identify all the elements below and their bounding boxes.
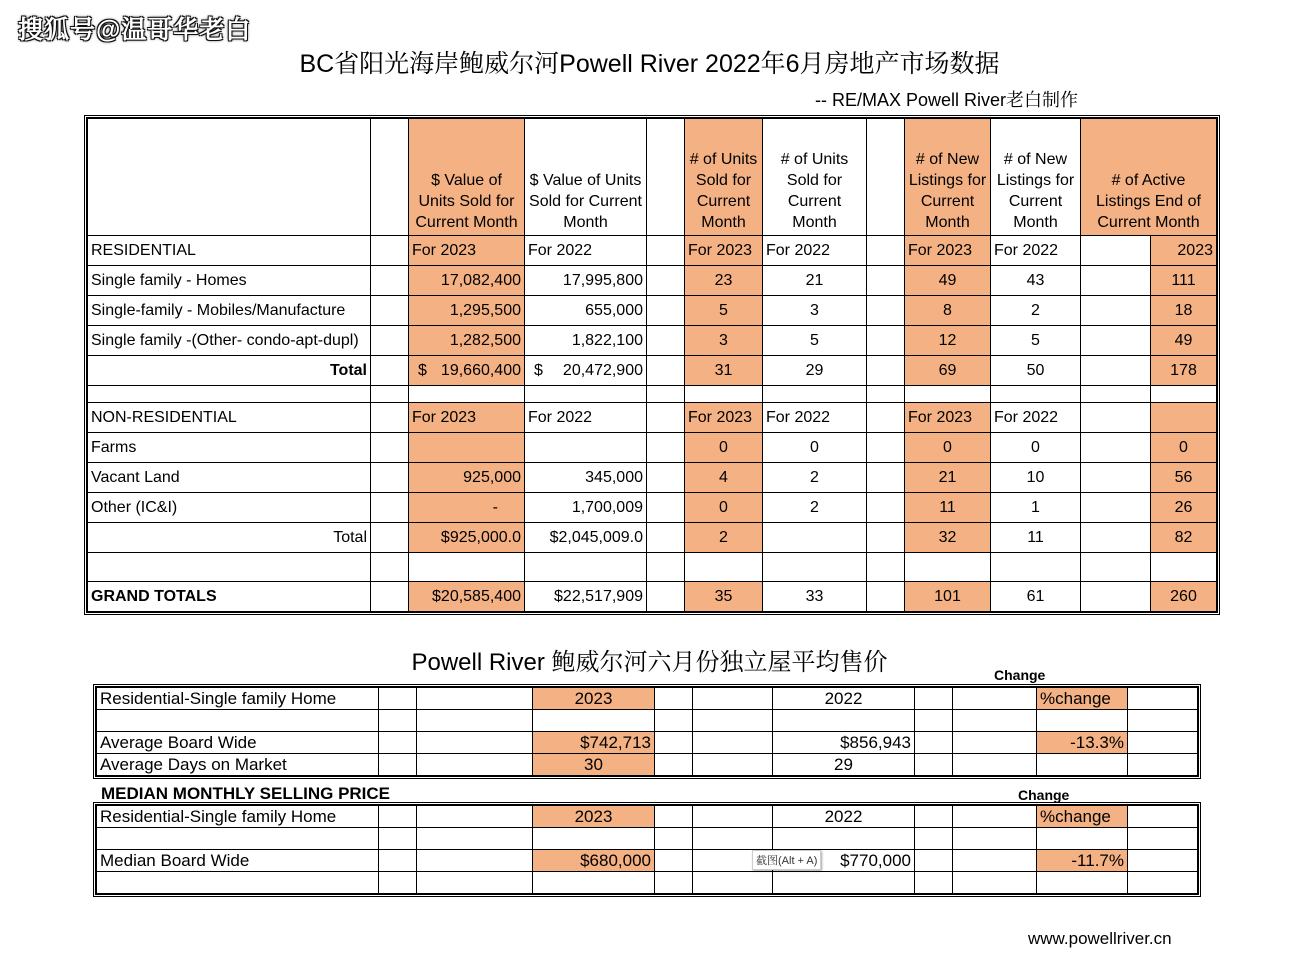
- median-title: MEDIAN MONTHLY SELLING PRICE: [101, 784, 391, 803]
- row-label: Average Days on Market: [97, 754, 379, 776]
- row-label: Total: [88, 356, 371, 386]
- nonresidential-total-row: [88, 523, 1217, 553]
- cell-2023: 30: [533, 754, 655, 776]
- market-data-table: [87, 118, 1217, 612]
- cell-value-2022: [525, 433, 647, 463]
- section-title: Powell River 鲍威尔河六月份独立屋平均售价: [411, 649, 888, 676]
- cell-value-2023: [409, 356, 525, 386]
- cell-new-2022: 5: [991, 326, 1081, 356]
- row-label: GRAND TOTALS: [88, 582, 371, 612]
- cell-new-2022: 2: [991, 296, 1081, 326]
- row-label: Single-family - Mobiles/Manufacture: [88, 296, 371, 326]
- cell-active: 56: [1151, 463, 1217, 493]
- cell-new-2023: 0: [905, 433, 991, 463]
- cell-value-2022: $2,045,009.0: [525, 523, 647, 553]
- cell-value-2023: -: [409, 493, 525, 523]
- spacer-row: [88, 553, 1217, 582]
- header-row: [88, 119, 1217, 236]
- header-active: # of Active Listings End of Current Month: [1081, 119, 1217, 236]
- col-label: For 2023: [409, 403, 525, 433]
- cell-value-2023: [409, 433, 525, 463]
- cell-active: 82: [1151, 523, 1217, 553]
- cell-new-2022: 10: [991, 463, 1081, 493]
- spacer-row: [97, 710, 1198, 732]
- cell-new-2022: 0: [991, 433, 1081, 463]
- cell-units-2023: 0: [685, 493, 763, 523]
- cell-value-2022: 345,000: [525, 463, 647, 493]
- nonresidential-label: NON-RESIDENTIAL: [88, 403, 371, 433]
- table-row: [88, 326, 1217, 356]
- cell-new-2023: 21: [905, 463, 991, 493]
- cell-units-2022: 0: [763, 433, 867, 463]
- cell-new-2022: 61: [991, 582, 1081, 612]
- year-2023: 2023: [533, 688, 655, 710]
- nonresidential-label-row: [88, 403, 1217, 433]
- median-price-table: [96, 805, 1198, 894]
- row-label: Single family - Homes: [88, 266, 371, 296]
- spacer-row: [97, 828, 1198, 850]
- table-row: [88, 493, 1217, 523]
- residential-label-row: [88, 236, 1217, 266]
- cell-value-2022: 655,000: [525, 296, 647, 326]
- col-label: [1151, 403, 1217, 433]
- cell-new-2022: 11: [991, 523, 1081, 553]
- residential-total-row: [88, 356, 1217, 386]
- cell-units-2022: [763, 523, 867, 553]
- change-label: Change: [1018, 787, 1070, 803]
- cell-new-2022: 43: [991, 266, 1081, 296]
- row-label: Single family -(Other- condo-apt-dupl): [88, 326, 371, 356]
- grand-total-row: [88, 582, 1217, 612]
- year-2022: 2022: [773, 688, 915, 710]
- col-label: 2023: [1151, 236, 1217, 266]
- header-value-2023: $ Value of Units Sold for Current Month: [409, 119, 525, 236]
- row-label: Average Board Wide: [97, 732, 379, 754]
- cell-new-2023: 101: [905, 582, 991, 612]
- cell-units-2023: 2: [685, 523, 763, 553]
- header-units-2023: # of Units Sold for Current Month: [685, 119, 763, 236]
- cell-2022: $770,000: [773, 850, 915, 872]
- cell-units-2023: 35: [685, 582, 763, 612]
- cell-units-2022: 2: [763, 463, 867, 493]
- cell-active: 260: [1151, 582, 1217, 612]
- col-label: For 2022: [991, 236, 1081, 266]
- year-2022: 2022: [773, 806, 915, 828]
- cell-active: 18: [1151, 296, 1217, 326]
- col-label: For 2023: [905, 236, 991, 266]
- cell-value-2023: $20,585,400: [409, 582, 525, 612]
- residential-label: RESIDENTIAL: [88, 236, 371, 266]
- currency-symbol: $: [534, 361, 543, 379]
- spacer-row: [97, 872, 1198, 894]
- col-label: For 2022: [525, 236, 647, 266]
- cell-units-2023: 4: [685, 463, 763, 493]
- cell-value-2022: 1,700,009: [525, 493, 647, 523]
- cell-value-2023: 1,295,500: [409, 296, 525, 326]
- cell-new-2023: 12: [905, 326, 991, 356]
- row-label: Farms: [88, 433, 371, 463]
- cell-units-2022: 21: [763, 266, 867, 296]
- pct-change-header: %change: [1037, 688, 1128, 710]
- cell-units-2022: 29: [763, 356, 867, 386]
- header-new-2022: # of New Listings for Current Month: [991, 119, 1081, 236]
- total-value: 20,472,900: [562, 361, 643, 379]
- cell-new-2023: 8: [905, 296, 991, 326]
- header-value-2022: $ Value of Units Sold for Current Month: [525, 119, 647, 236]
- header-new-2023: # of New Listings for Current Month: [905, 119, 991, 236]
- table-row: [88, 266, 1217, 296]
- average-header-row: [97, 688, 1198, 710]
- cell-new-2023: 69: [905, 356, 991, 386]
- cell-2023: $680,000: [533, 850, 655, 872]
- cell-new-2022: 1: [991, 493, 1081, 523]
- spacer-row: [88, 386, 1217, 403]
- watermark: 搜狐号@温哥华老白: [18, 16, 252, 44]
- cell-value-2023: 17,082,400: [409, 266, 525, 296]
- table-row: [97, 732, 1198, 754]
- row-label: Residential-Single family Home: [97, 806, 379, 828]
- cell-2022: 29: [773, 754, 915, 776]
- cell-units-2022: 2: [763, 493, 867, 523]
- cell-pct-change: -11.7%: [1037, 850, 1128, 872]
- cell-new-2023: 49: [905, 266, 991, 296]
- table-row: [88, 433, 1217, 463]
- cell-value-2022: 17,995,800: [525, 266, 647, 296]
- col-label: For 2022: [525, 403, 647, 433]
- cell-active: 178: [1151, 356, 1217, 386]
- cell-2022: $856,943: [773, 732, 915, 754]
- year-2023: 2023: [533, 806, 655, 828]
- table-row: [88, 463, 1217, 493]
- col-label: For 2023: [409, 236, 525, 266]
- row-label: Total: [88, 523, 371, 553]
- cell-units-2022: 5: [763, 326, 867, 356]
- cell-units-2023: 5: [685, 296, 763, 326]
- col-label: For 2023: [685, 403, 763, 433]
- footer-url[interactable]: www.powellriver.cn: [1028, 929, 1172, 948]
- cell-active: 26: [1151, 493, 1217, 523]
- currency-symbol: $: [418, 361, 427, 379]
- cell-units-2023: 23: [685, 266, 763, 296]
- col-label: For 2022: [991, 403, 1081, 433]
- cell-value-2022: [525, 356, 647, 386]
- cell-active: 0: [1151, 433, 1217, 463]
- cell-active: 49: [1151, 326, 1217, 356]
- total-value: 19,660,400: [440, 361, 521, 379]
- cell-units-2022: 3: [763, 296, 867, 326]
- cell-active: 111: [1151, 266, 1217, 296]
- cell-value-2023: 925,000: [409, 463, 525, 493]
- cell-units-2022: 33: [763, 582, 867, 612]
- pct-change-header: %change: [1037, 806, 1128, 828]
- cell-new-2023: 11: [905, 493, 991, 523]
- cell-new-2022: 50: [991, 356, 1081, 386]
- cell-units-2023: 31: [685, 356, 763, 386]
- header-units-2022: # of Units Sold for Current Month: [763, 119, 867, 236]
- col-label: For 2022: [763, 403, 867, 433]
- row-label: Median Board Wide: [97, 850, 379, 872]
- row-label: Residential-Single family Home: [97, 688, 379, 710]
- table-row: [88, 296, 1217, 326]
- change-label: Change: [994, 667, 1046, 683]
- row-label: Other (IC&I): [88, 493, 371, 523]
- cell-new-2023: 32: [905, 523, 991, 553]
- average-price-table: [96, 687, 1198, 776]
- table-row: [97, 850, 1198, 872]
- row-label: Vacant Land: [88, 463, 371, 493]
- cell-value-2022: $22,517,909: [525, 582, 647, 612]
- cell-value-2023: 1,282,500: [409, 326, 525, 356]
- col-label: For 2023: [905, 403, 991, 433]
- cell-value-2022: 1,822,100: [525, 326, 647, 356]
- screenshot-tooltip: 截图(Alt + A): [752, 850, 821, 870]
- cell-units-2023: 0: [685, 433, 763, 463]
- page-subtitle: -- RE/MAX Powell River老白制作: [815, 90, 1079, 110]
- cell-2023: $742,713: [533, 732, 655, 754]
- table-row: [97, 754, 1198, 776]
- cell-pct-change: [1037, 754, 1128, 776]
- col-label: For 2023: [685, 236, 763, 266]
- median-header-row: [97, 806, 1198, 828]
- cell-value-2023: $925,000.0: [409, 523, 525, 553]
- page-title: BC省阳光海岸鲍威尔河Powell River 2022年6月房地产市场数据: [299, 50, 1000, 78]
- cell-pct-change: -13.3%: [1037, 732, 1128, 754]
- col-label: For 2022: [763, 236, 867, 266]
- cell-units-2023: 3: [685, 326, 763, 356]
